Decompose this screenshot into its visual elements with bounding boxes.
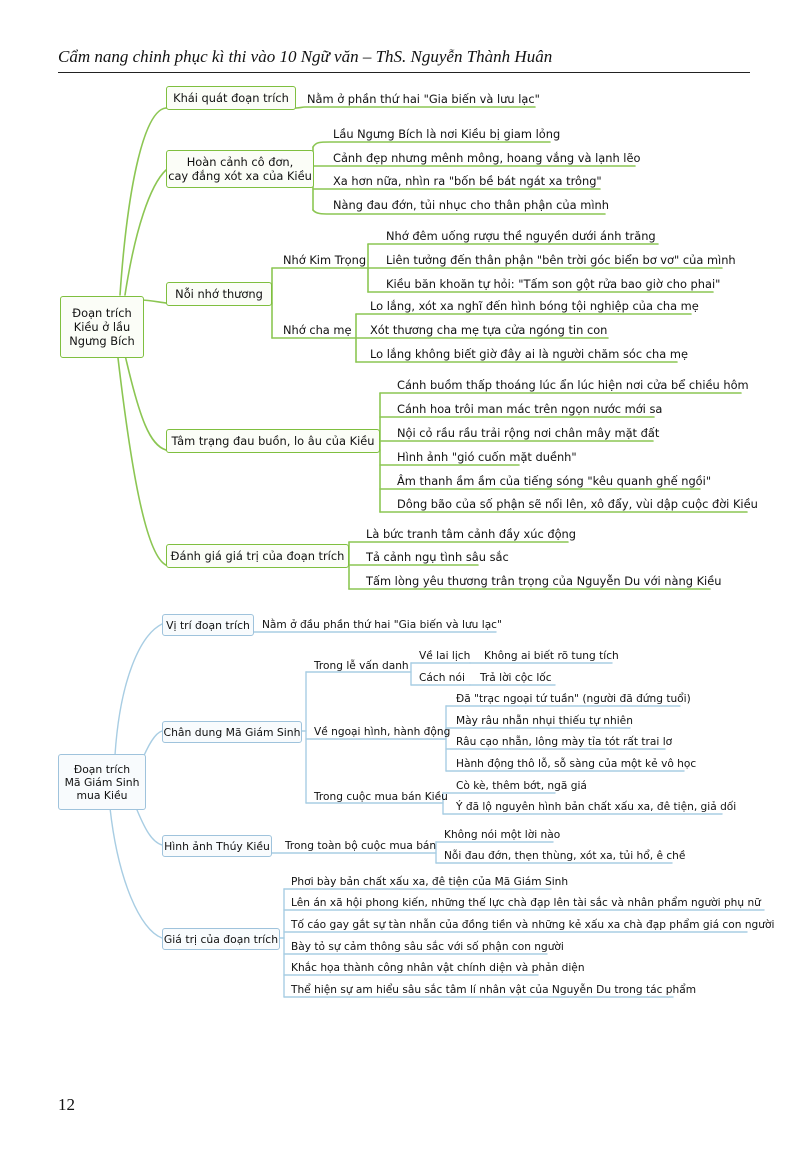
danh-gia-leaf-3: Tấm lòng yêu thương trân trọng của Nguyễn Du với nàng Kiều bbox=[366, 574, 722, 588]
connector-hoan-canh-leaf1 bbox=[313, 142, 550, 147]
gia-tri-leaf-2: Lên án xã hội phong kiến, những thế lực chà đạp lên tài sắc và nhân phẩm người phụ nữ bbox=[291, 897, 761, 909]
khai-quat-leaf: Nằm ở phần thứ hai "Gia biến và lưu lạc" bbox=[307, 92, 540, 106]
gia-tri-leaf-1: Phơi bày bản chất xấu xa, đê tiện của Mã Giám Sinh bbox=[291, 876, 569, 888]
tam-trang-leaf-4: Hình ảnh "gió cuốn mặt duềnh" bbox=[397, 450, 577, 464]
danh-gia-node bbox=[166, 544, 349, 568]
thuy-kieu-label: Hình ảnh Thúy Kiều bbox=[164, 839, 270, 853]
danh-gia-label: Đánh giá giá trị của đoạn trích bbox=[170, 549, 345, 563]
ngoai-hinh-leaf-4: Hành động thô lỗ, sỗ sàng của một kẻ vô học bbox=[456, 758, 697, 770]
chan-dung-label: Chân dung Mã Giám Sinh bbox=[163, 725, 301, 739]
ngoai-hinh-label: Về ngoại hình, hành động bbox=[314, 726, 451, 738]
thuy-kieu-sub-label: Trong toàn bộ cuộc mua bán bbox=[285, 840, 437, 852]
hoan-canh-label-line1: Hoàn cảnh cô đơn, bbox=[186, 155, 294, 169]
connector-root1-khai-quat bbox=[120, 108, 166, 295]
mua-ban-leaf-2: Ý đã lộ nguyên hình bản chất xấu xa, đê tiện, giả dối bbox=[456, 801, 737, 813]
kim-trong-label: Nhớ Kim Trọng bbox=[283, 253, 367, 267]
mindmap2-root bbox=[58, 754, 146, 810]
tam-trang-node bbox=[166, 429, 380, 453]
connector-root1-hoan-canh bbox=[125, 170, 166, 295]
mua-ban-leaf-1: Cò kè, thêm bớt, ngã giá bbox=[456, 780, 587, 792]
ngoai-hinh-leaf-2: Mày râu nhẵn nhụi thiếu tự nhiên bbox=[456, 715, 633, 727]
vi-tri-label: Vị trí đoạn trích bbox=[166, 618, 250, 632]
connector-root2-vi-tri bbox=[115, 624, 162, 755]
tam-trang-leaf-6: Dông bão của số phận sẽ nổi lên, xô đẩy, vùi dập cuộc đời Kiều bbox=[397, 497, 758, 511]
gia-tri-leaf-3: Tố cáo gay gắt sự tàn nhẫn của đồng tiền và những kẻ xấu xa chà đạp phẩm giá con người bbox=[291, 919, 775, 931]
hoan-canh-leaf-4: Nàng đau đớn, tủi nhục cho thân phận của mình bbox=[333, 198, 609, 212]
connector-root1-tam-trang bbox=[125, 355, 166, 450]
ngoai-hinh-leaf-1: Đã "trạc ngoại tứ tuần" (người đã đứng tuổi) bbox=[456, 693, 691, 705]
cha-me-label: Nhớ cha mẹ bbox=[283, 323, 352, 337]
mindmap2-root-line1: Đoạn trích bbox=[73, 762, 131, 776]
thuy-kieu-leaf-1: Không nói một lời nào bbox=[444, 829, 561, 841]
ve-lai-lich-label: Về lai lịch bbox=[419, 650, 471, 662]
connector-khai-quat-leaf bbox=[296, 107, 535, 108]
gia-tri-leaf-4: Bày tỏ sự cảm thông sâu sắc với số phận con người bbox=[291, 941, 564, 953]
vi-tri-leaf: Nằm ở đầu phần thứ hai "Gia biến và lưu lạc" bbox=[262, 619, 502, 631]
tam-trang-leaf-2: Cánh hoa trôi man mác trên ngọn nước mới sa bbox=[397, 402, 663, 416]
mindmap1-root bbox=[60, 296, 144, 358]
cha-me-leaf-3: Lo lắng không biết giờ đây ai là người chăm sóc cha mẹ bbox=[370, 347, 688, 361]
noi-nho-label: Nỗi nhớ thương bbox=[175, 287, 263, 301]
mindmap2-root-line3: mua Kiều bbox=[76, 788, 128, 802]
gia-tri-node bbox=[162, 928, 280, 950]
tam-trang-leaf-3: Nội cỏ rầu rầu trải rộng nơi chân mây mặt đất bbox=[397, 426, 660, 440]
hoan-canh-label-line2: cay đắng xót xa của Kiều bbox=[168, 169, 312, 183]
gia-tri-leaf-5: Khắc họa thành công nhân vật chính diện và phản diện bbox=[291, 962, 585, 974]
kim-trong-leaf-3: Kiều băn khoăn tự hỏi: "Tấm son gột rửa bao giờ cho phai" bbox=[386, 277, 721, 291]
thuy-kieu-leaf-2: Nỗi đau đớn, thẹn thùng, xót xa, tủi hổ, ê chề bbox=[444, 850, 686, 862]
mua-ban-label: Trong cuộc mua bán Kiều bbox=[314, 791, 448, 803]
ngoai-hinh-leaf-3: Râu cạo nhẵn, lông mày tỉa tót rất trai lơ bbox=[456, 736, 673, 748]
khai-quat-label: Khái quát đoạn trích bbox=[173, 91, 289, 105]
connector-root1-danh-gia bbox=[118, 358, 166, 565]
tam-trang-leaf-5: Âm thanh ầm ầm của tiếng sóng "kêu quanh ghế ngồi" bbox=[397, 474, 712, 488]
van-danh-label: Trong lễ vấn danh bbox=[314, 660, 409, 672]
kim-trong-leaf-1: Nhớ đêm uống rượu thề nguyền dưới ánh trăng bbox=[386, 229, 656, 243]
hoan-canh-node bbox=[166, 150, 314, 188]
page-header-title: Cẩm nang chinh phục kì thi vào 10 Ngữ văn – ThS. Nguyễn Thành Huân bbox=[58, 47, 553, 66]
tam-trang-leaf-1: Cánh buồm thấp thoáng lúc ẩn lúc hiện nơi cửa bể chiều hôm bbox=[397, 378, 749, 392]
gia-tri-label: Giá trị của đoạn trích bbox=[163, 932, 279, 946]
kim-trong-leaf-2: Liên tưởng đến thân phận "bên trời góc biển bơ vơ" của mình bbox=[386, 253, 736, 267]
hoan-canh-leaf-2: Cảnh đẹp nhưng mênh mông, hoang vắng và lạnh lẽo bbox=[333, 151, 641, 165]
danh-gia-leaf-2: Tả cảnh ngụ tình sâu sắc bbox=[366, 550, 509, 564]
mindmap1-root-line1: Đoạn trích bbox=[72, 306, 132, 320]
hoan-canh-leaf-1: Lầu Ngưng Bích là nơi Kiều bị giam lỏng bbox=[333, 127, 561, 141]
danh-gia-leaf-1: Là bức tranh tâm cảnh đầy xúc động bbox=[366, 527, 576, 541]
khai-quat-node bbox=[166, 86, 296, 110]
connector-root2-thuy-kieu bbox=[135, 805, 162, 845]
cach-noi-leaf: Trả lời cộc lốc bbox=[480, 672, 552, 684]
connector-root2-gia-tri bbox=[110, 808, 162, 938]
ve-lai-lich-leaf: Không ai biết rõ tung tích bbox=[484, 650, 619, 662]
chan-dung-node bbox=[162, 721, 302, 743]
mindmap1-root-line2: Kiều ở lầu bbox=[73, 320, 131, 334]
cach-noi-label: Cách nói bbox=[419, 672, 465, 684]
mindmap2-root-line2: Mã Giám Sinh bbox=[64, 775, 140, 789]
cha-me-leaf-1: Lo lắng, xót xa nghĩ đến hình bóng tội nghiệp của cha mẹ bbox=[370, 299, 699, 313]
vi-tri-node bbox=[162, 614, 254, 636]
tam-trang-label: Tâm trạng đau buồn, lo âu của Kiều bbox=[171, 434, 375, 448]
hoan-canh-leaf-3: Xa hơn nữa, nhìn ra "bốn bề bát ngát xa trông" bbox=[333, 174, 602, 188]
cha-me-leaf-2: Xót thương cha mẹ tựa cửa ngóng tin con bbox=[370, 323, 608, 337]
gia-tri-leaf-6: Thể hiện sự am hiểu sâu sắc tâm lí nhân vật của Nguyễn Du trong tác phẩm bbox=[291, 984, 697, 996]
page-number: 12 bbox=[58, 1095, 75, 1114]
mindmap1-root-line3: Ngưng Bích bbox=[69, 334, 135, 348]
thuy-kieu-node bbox=[162, 835, 272, 857]
noi-nho-node bbox=[166, 282, 272, 306]
